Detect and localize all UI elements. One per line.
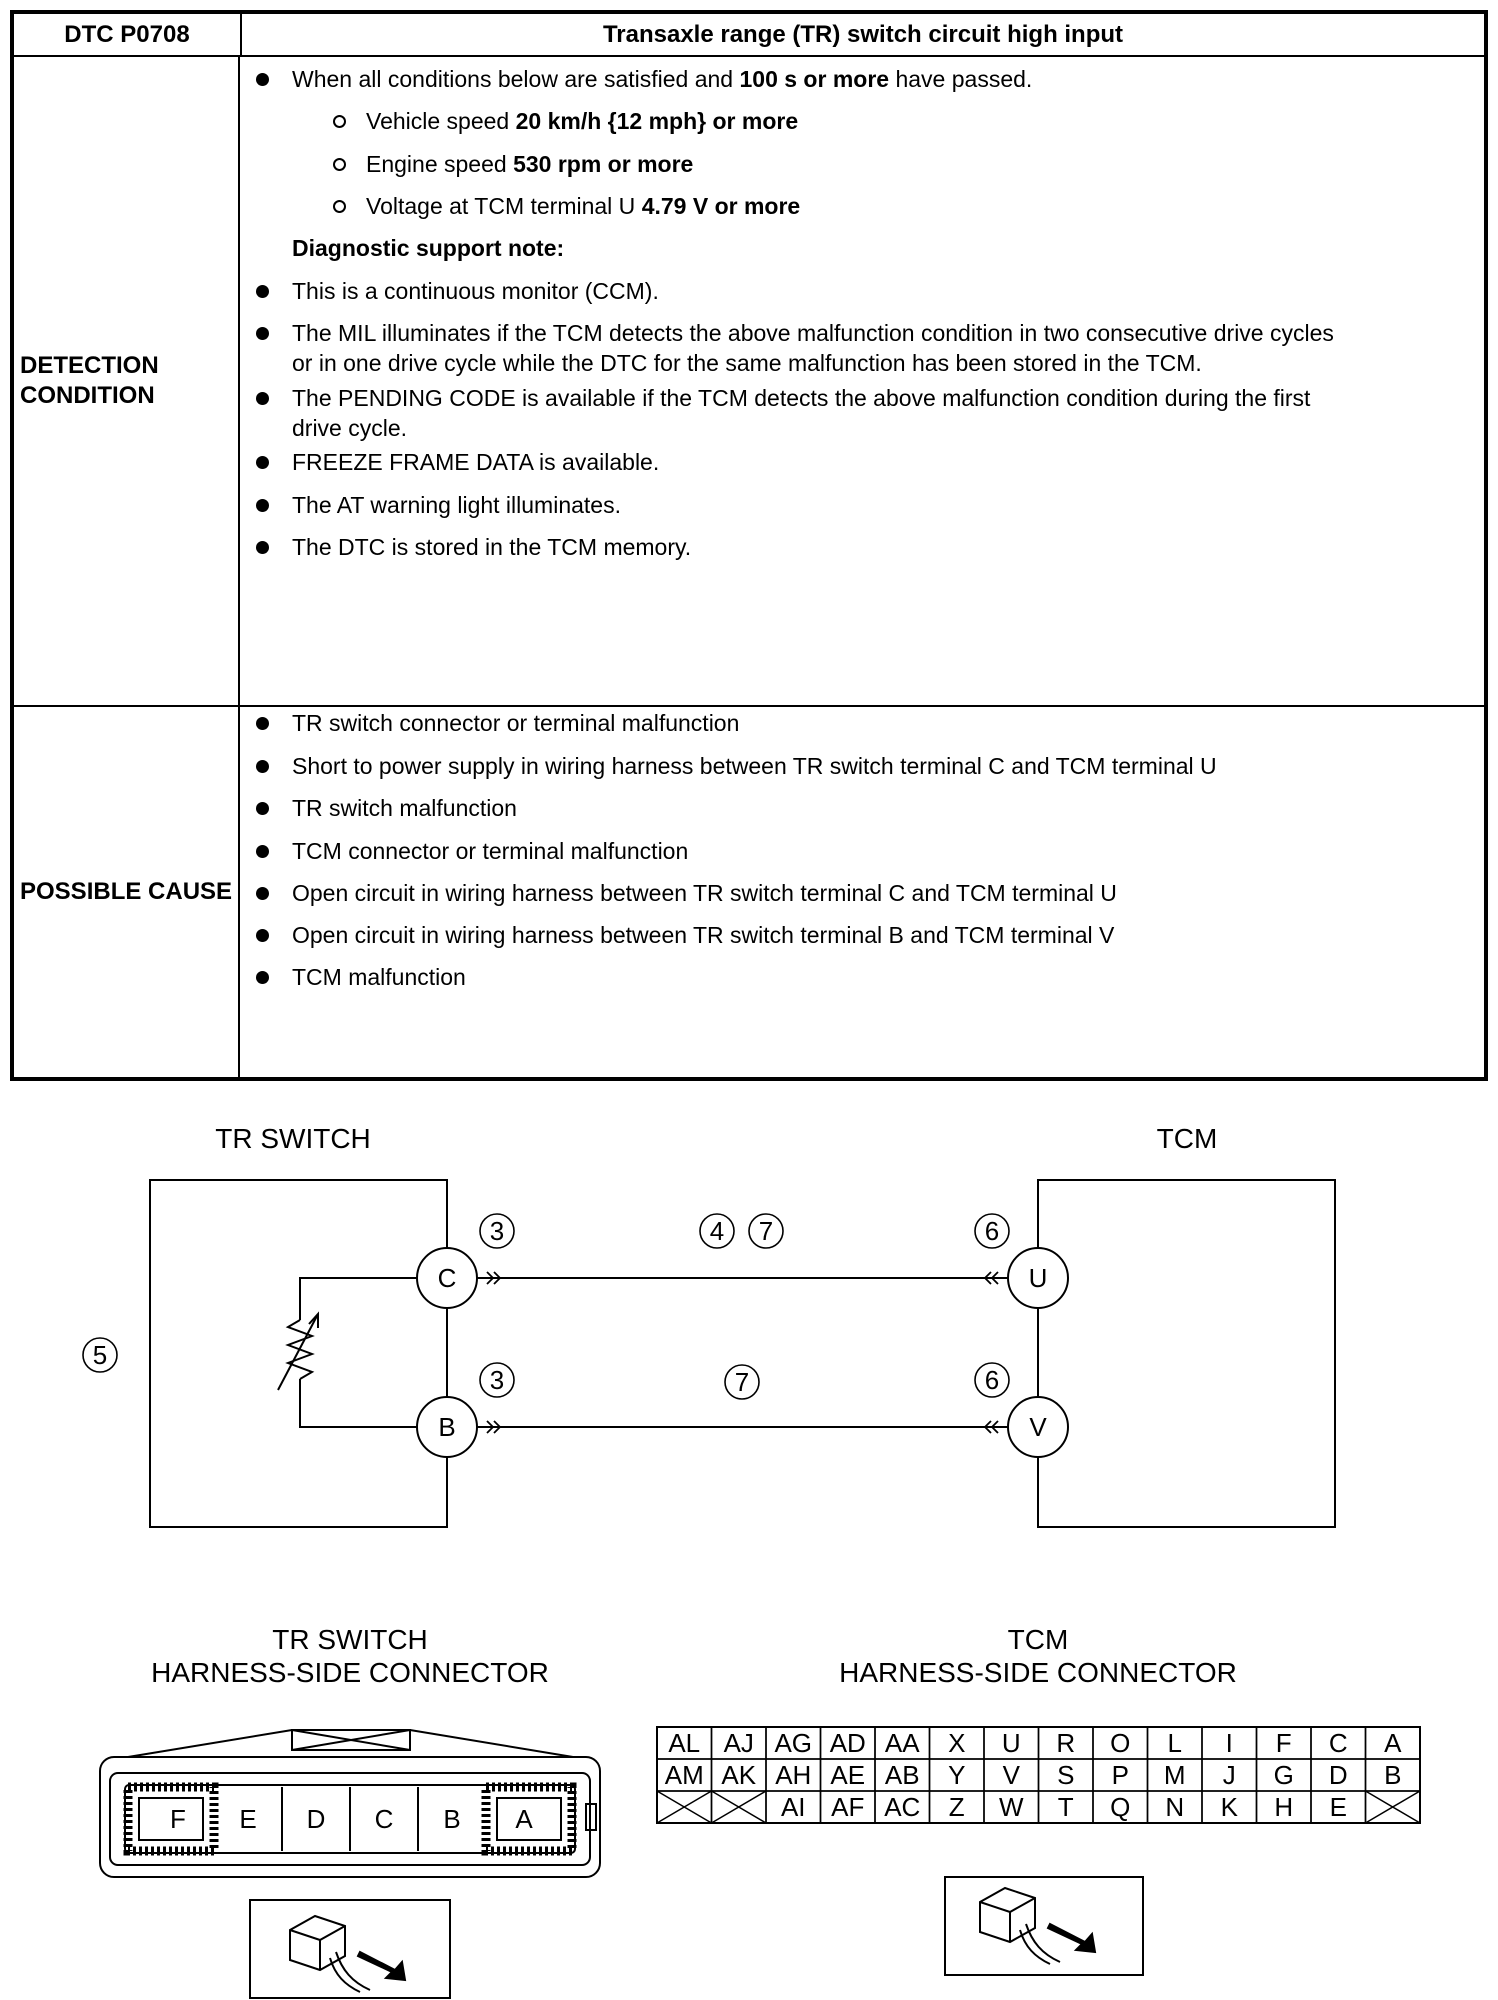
tcm-box [1038,1180,1335,1527]
cause-item: TR switch malfunction [292,795,517,821]
tcm-grid-pin-label: Q [1110,1792,1131,1822]
tcm-grid-pin-label: AC [884,1792,921,1822]
variable-resistor-icon [278,1278,447,1427]
detection-label-line2: CONDITION [20,382,155,409]
tr-switch-box [150,1180,447,1527]
callout-3: 3 [489,1365,505,1395]
cause-item: Open circuit in wiring harness between TR switch terminal C and TCM terminal U [292,880,1117,906]
condition-intro: When all conditions below are satisfied and 100 s or more have passed. [292,66,1033,92]
possible-cause-row [14,707,1484,1077]
tcm-grid-pin-label: P [1111,1760,1129,1790]
connector-marks [487,1272,998,1433]
note-item: The AT warning light illuminates. [292,492,621,518]
tcm-grid-pin-label: C [1328,1728,1348,1758]
tcm-grid-pin-label: D [1328,1760,1348,1790]
note-item: The DTC is stored in the TCM memory. [292,534,692,560]
tcm-grid-pin-label: AL [668,1728,701,1758]
detection-label-line1: DETECTION [20,352,159,379]
cause-item: Open circuit in wiring harness between TR switch terminal B and TCM terminal V [292,922,1115,948]
note-item: This is a continuous monitor (CCM). [292,278,659,304]
tcm-grid-unused-cell [1366,1791,1421,1823]
tcm-grid-pin-label: J [1222,1760,1236,1790]
tcm-grid-pin-label: E [1329,1792,1347,1822]
tcm-grid-pin-label: AE [830,1760,866,1790]
wiring-diagram [0,1090,1498,2000]
tr-pin-b: B [443,1804,461,1834]
tcm-grid-pin-label: H [1274,1792,1294,1822]
tcm-grid-pin-label: F [1275,1728,1292,1758]
tcm-grid-pin-label: O [1110,1728,1131,1758]
callout-3: 3 [489,1216,505,1246]
tcm-grid-pin-label: T [1057,1792,1074,1822]
possible-cause-label: POSSIBLE CAUSE [14,707,240,1077]
pin-v-label: V [1029,1412,1047,1442]
tcm-grid-pin-label: A [1384,1728,1402,1758]
connector-view-icon [250,1900,450,1998]
tcm-connector-grid [657,1727,1420,1823]
tcm-grid-pin-label: K [1220,1792,1238,1822]
tr-connector-title: TR SWITCH [272,1624,428,1655]
tr-pin-f: F [170,1804,186,1834]
tcm-grid-pin-label: V [1002,1760,1020,1790]
tcm-label: TCM [1156,1123,1218,1154]
callout-7: 7 [734,1367,750,1397]
cause-item: TR switch connector or terminal malfunction [292,710,740,736]
callout-5: 5 [92,1340,108,1370]
condition-engine-speed: Engine speed 530 rpm or more [366,151,694,177]
tr-pin-c: C [374,1804,394,1834]
detection-condition-content [240,57,1484,705]
tcm-grid-pin-label: L [1167,1728,1182,1758]
detection-condition-label [14,57,240,705]
tcm-grid-pin-label: AJ [723,1728,754,1758]
tcm-connector-subtitle: HARNESS-SIDE CONNECTOR [839,1657,1237,1688]
callout-7: 7 [758,1216,774,1246]
tcm-grid-pin-label: AH [775,1760,812,1790]
tcm-grid-pin-label: N [1165,1792,1185,1822]
tcm-grid-pin-label: AG [774,1728,813,1758]
tcm-grid-pin-label: AM [664,1760,704,1790]
tcm-grid-pin-label: S [1057,1760,1075,1790]
tr-pin-d: D [306,1804,326,1834]
tcm-grid-pin-label: U [1001,1728,1021,1758]
tcm-grid-unused-cell [712,1791,767,1823]
dtc-code: DTC P0708 [14,14,242,55]
note-item: The PENDING CODE is available if the TCM detects the above malfunction condition during the first drive cycle. [292,385,1311,441]
tcm-grid-pin-label: Y [948,1760,966,1790]
tcm-grid-pin-label: Z [948,1792,965,1822]
dtc-table [10,10,1488,1081]
tcm-grid-pin-label: B [1384,1760,1402,1790]
tcm-grid-pin-label: AD [829,1728,866,1758]
possible-cause-content [240,707,1484,1077]
dtc-title: Transaxle range (TR) switch circuit high input [602,20,1124,48]
tr-pin-a: A [515,1804,533,1834]
pin-u-label: U [1028,1263,1048,1293]
callout-6: 6 [984,1365,1000,1395]
note-item: FREEZE FRAME DATA is available. [292,449,660,475]
callout-4: 4 [709,1216,725,1246]
diagnostic-note-heading: Diagnostic support note: [292,235,565,261]
tcm-grid-pin-label: R [1056,1728,1076,1758]
tcm-grid-pin-label: AF [831,1792,865,1822]
tr-connector-subtitle: HARNESS-SIDE CONNECTOR [151,1657,549,1688]
tr-switch-label: TR SWITCH [215,1123,371,1154]
tcm-grid-pin-label: M [1163,1760,1186,1790]
detection-condition-row [14,57,1484,707]
table-header-row [14,14,1484,57]
tcm-grid-pin-label: W [998,1792,1024,1822]
note-item: The MIL illuminates if the TCM detects the above malfunction condition in two consecutive drive cycles or in one drive cycle while the DTC for the same malfunction has been stored in the TCM. [292,320,1334,376]
cause-item: Short to power supply in wiring harness between TR switch terminal C and TCM terminal U [292,753,1217,779]
callout-6: 6 [984,1216,1000,1246]
tcm-grid-pin-label: G [1273,1760,1294,1790]
tcm-grid-pin-label: X [948,1728,966,1758]
connector-view-icon [945,1877,1143,1975]
tcm-grid-pin-label: AI [780,1792,806,1822]
condition-vehicle-speed: Vehicle speed 20 km/h {12 mph} or more [366,108,799,134]
tcm-grid-pin-label: AA [884,1728,920,1758]
tcm-connector-title: TCM [1007,1624,1069,1655]
pin-c-label: C [437,1263,457,1293]
tr-pin-e: E [239,1804,257,1834]
tcm-grid-pin-label: AB [884,1760,920,1790]
tcm-grid-pin-label: I [1225,1728,1233,1758]
tcm-grid-unused-cell [657,1791,712,1823]
pin-b-label: B [438,1412,456,1442]
cause-item: TCM connector or terminal malfunction [292,838,689,864]
cause-item: TCM malfunction [292,964,466,990]
tcm-grid-pin-label: AK [721,1760,757,1790]
condition-voltage: Voltage at TCM terminal U 4.79 V or more [366,193,801,219]
